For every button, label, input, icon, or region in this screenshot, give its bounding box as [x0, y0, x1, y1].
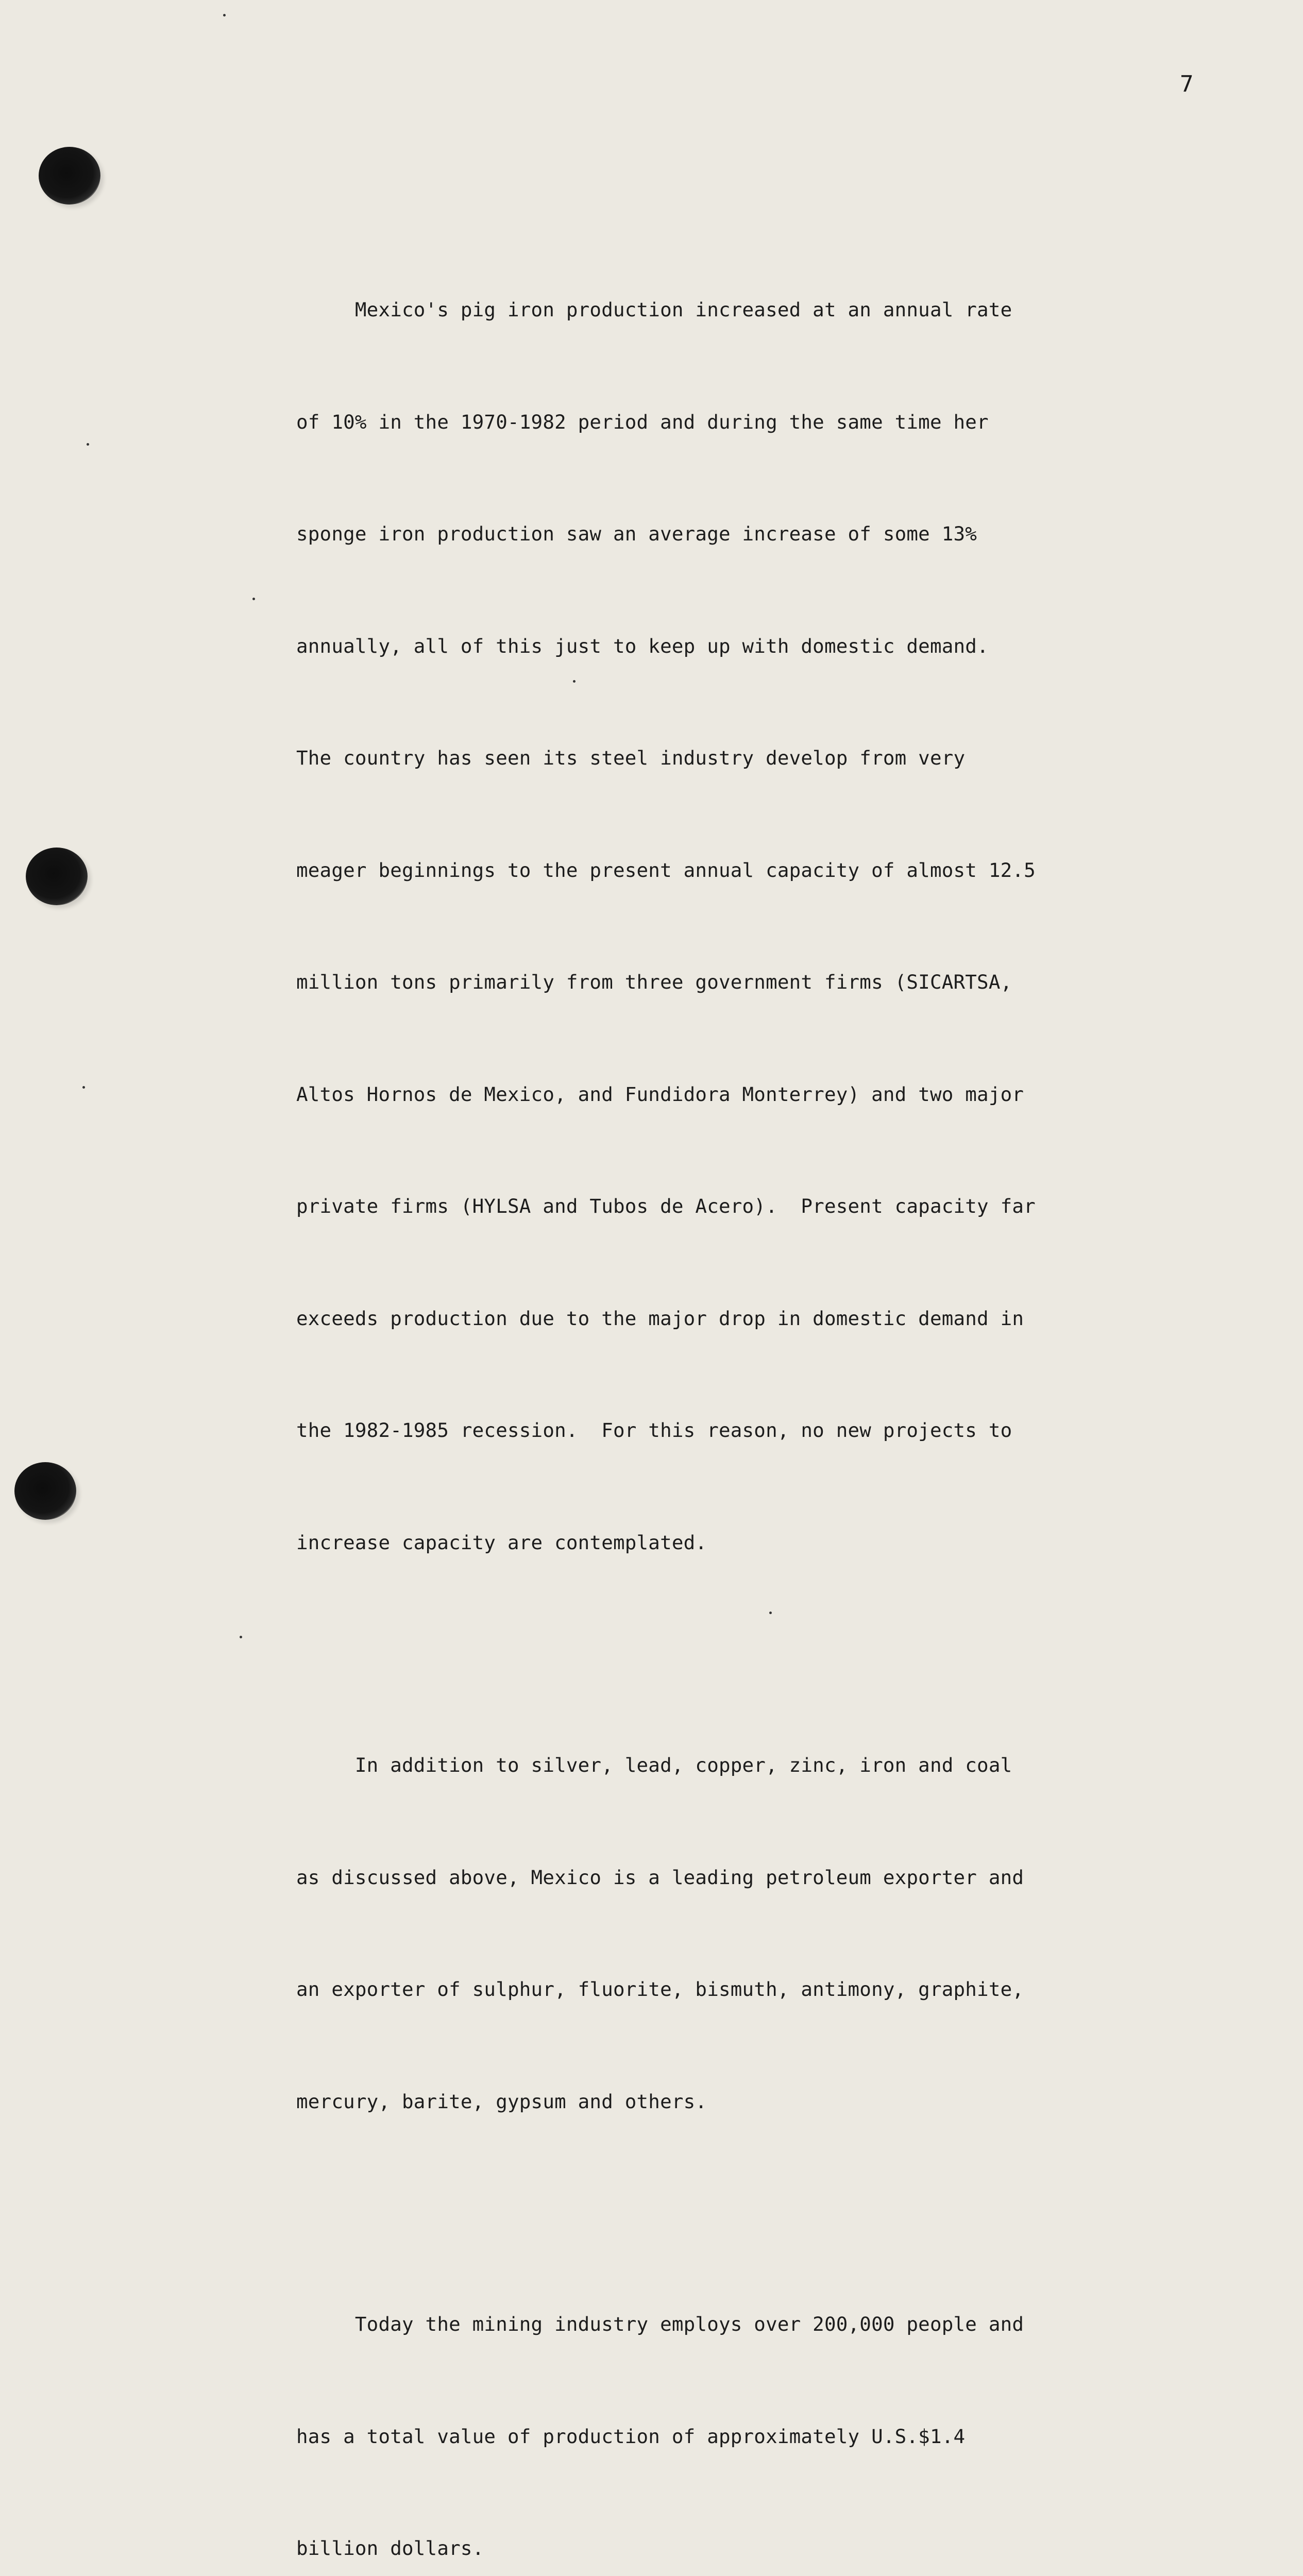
speck [82, 1086, 85, 1089]
text-line: In addition to silver, lead, copper, zinc, iron and coal [296, 1754, 1012, 1776]
text-line: annually, all of this just to keep up with domestic demand. [296, 634, 989, 657]
speck [223, 14, 226, 16]
text-line: exceeds production due to the major drop in domestic demand in [296, 1307, 1024, 1330]
speck [240, 1636, 242, 1638]
text-line: Mexico's pig iron production increased at an annual rate [296, 298, 1012, 321]
text-line: increase capacity are contemplated. [296, 1531, 707, 1554]
body-text [296, 216, 1100, 2576]
text-line: million tons primarily from three government firms (SICARTSA, [296, 971, 1012, 993]
text-line: billion dollars. [296, 2537, 484, 2560]
text-line: of 10% in the 1970-1982 period and during the same time her [296, 410, 989, 433]
text-line: sponge iron production saw an average increase of some 13% [296, 522, 977, 545]
paragraph-1 [296, 216, 1100, 1636]
punch-hole-bottom [14, 1462, 76, 1520]
paragraph-2 [296, 1672, 1100, 2195]
text-line: an exporter of sulphur, fluorite, bismuth, antimony, graphite, [296, 1978, 1024, 2001]
text-line: private firms (HYLSA and Tubos de Acero). Present capacity far [296, 1195, 1036, 1217]
speck [252, 598, 255, 600]
speck [87, 443, 89, 446]
text-line: The country has seen its steel industry develop from very [296, 747, 966, 769]
text-line: meager beginnings to the present annual capacity of almost 12.5 [296, 858, 1036, 882]
text-line: has a total value of production of approximately U.S.$1.4 [296, 2425, 966, 2448]
text-line: the 1982-1985 recession. For this reason, no new projects to [296, 1419, 1012, 1442]
punch-hole-top [39, 147, 100, 205]
punch-hole-middle [26, 848, 88, 905]
text-line: mercury, barite, gypsum and others. [296, 2090, 707, 2113]
page-number: 7 [1180, 71, 1194, 97]
text-line: Today the mining industry employs over 200,000 people and [296, 2313, 1024, 2335]
text-line: as discussed above, Mexico is a leading petroleum exporter and [296, 1866, 1024, 1889]
text-line: Altos Hornos de Mexico, and Fundidora Monterrey) and two major [296, 1082, 1024, 1106]
paragraph-3 [296, 2231, 1100, 2576]
